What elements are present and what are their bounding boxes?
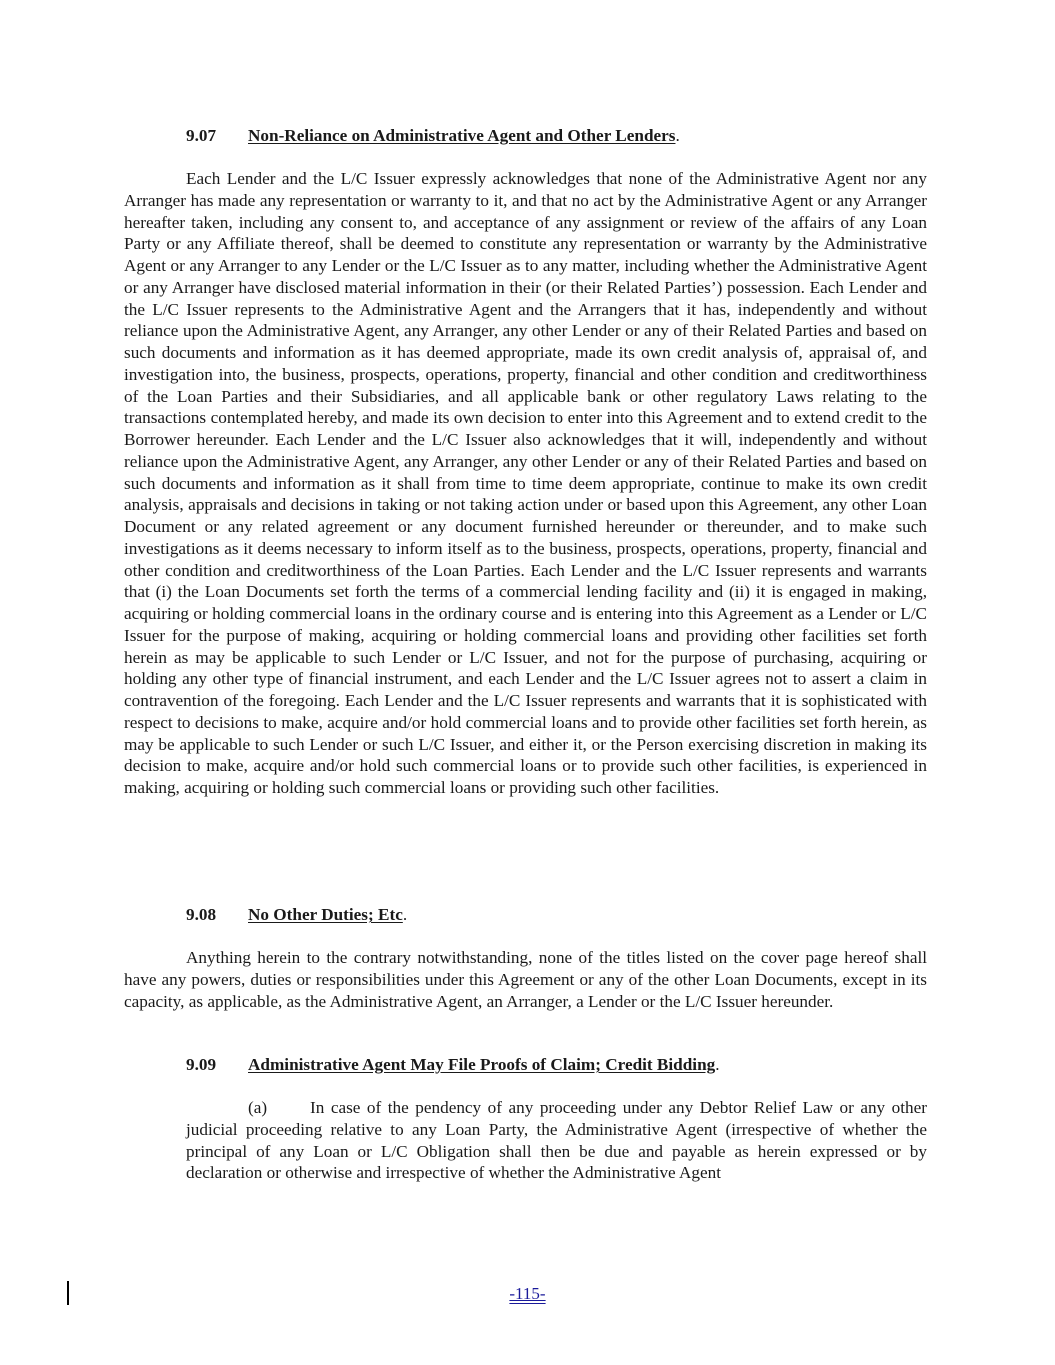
subsection-label: (a) [248, 1098, 268, 1117]
section-heading-9-09 [186, 1055, 720, 1075]
subsection-text: In case of the pendency of any proceeding under any Debtor Relief Law or any other judicial proceeding relative to any Loan Party, the Administrative Agent (irrespective of whether the principal of any Loan or L/C Obligation shall then be due and payable as herein expressed or by declaration or otherwise and irrespective of whether the Administrative Agent [186, 1098, 927, 1183]
section-title-period: . [402, 905, 408, 924]
section-number: 9.08 [186, 905, 217, 924]
section-title: No Other Duties; Etc [248, 905, 403, 924]
section-heading-9-08 [186, 905, 407, 925]
section-title-period: . [675, 126, 680, 145]
section-title: Administrative Agent May File Proofs of Claim; Credit Bidding [248, 1055, 716, 1074]
section-paragraph-9-08: Anything herein to the contrary notwithstanding, none of the titles listed on the cover page hereof shall have any powers, duties or responsibilities under this Agreement or any of the other Loan Documents, except in its capacity, as applicable, as the Administrative Agent, an Arranger, a Lender or the L/C Issuer hereunder. [124, 948, 927, 1011]
section-title: Non-Reliance on Administrative Agent and Other Lenders [248, 126, 676, 145]
page-number: -115- [509, 1284, 546, 1303]
section-number: 9.09 [186, 1055, 217, 1074]
section-paragraph-9-07: Each Lender and the L/C Issuer expressly acknowledges that none of the Administrative Agent nor any Arranger has made any representation or warranty to it, and that no act by the Administrative Agent or any Arranger hereafter taken, including any consent to, and acceptance of any assignment or review of the affairs of any Loan Party or any Affiliate thereof, shall be deemed to constitute any representation or warranty by the Administrative Agent or any Arranger to any Lender or the L/C Issuer as to any matter, including whether the Administrative Agent or any Arranger have disclosed material information in their (or their Related Parties’) possession. Each Lender and the L/C Issuer represents to the Administrative Agent and the Arrangers that it has, independently and without reliance upon the Administrative Agent, any Arranger, any other Lender or any of their Related Parties and based on such documents and information as it has deemed appropriate, made its own credit analysis of, appraisal of, and investigation into, the business, prospects, operations, property, financial and other condition and creditworthiness of the Loan Parties and their Subsidiaries, and all applicable bank or other regulatory Laws relating to the transactions contemplated hereby, and made its own decision to enter into this Agreement and to extend credit to the Borrower hereunder. Each Lender and the L/C Issuer also acknowledges that it will, independently and without reliance upon the Administrative Agent, any Arranger, any other Lender or any of their Related Parties and based on such documents and information as it shall from time to time deem appropriate, continue to make its own credit analysis, appraisals and decisions in taking or not taking action under or based upon this Agreement, any other Loan Document or any related agreement or any document furnished hereunder or thereunder, and to make such investigations as it deems necessary to inform itself as to the business, prospects, operations, property, financial and other condition and creditworthiness of the Loan Parties. Each Lender and the L/C Issuer represents and warrants that (i) the Loan Documents set forth the terms of a commercial lending facility and (ii) it is engaged in making, acquiring or holding commercial loans in the ordinary course and is entering into this Agreement as a Lender or L/C Issuer for the purpose of making, acquiring or holding commercial loans and providing other facilities set forth herein as may be applicable to such Lender or L/C Issuer, and not for the purpose of purchasing, acquiring or holding any other type of financial instrument, and each Lender and the L/C Issuer agrees not to assert a claim in contravention of the foregoing. Each Lender and the L/C Issuer represents and warrants that it is sophisticated with respect to decisions to make, acquire and/or hold commercial loans and to provide other facilities set forth herein, as may be applicable to such Lender or such L/C Issuer, and either it, or the Person exercising discretion in making its decision to make, acquire and/or hold such commercial loans or to provide such other facilities, is experienced in making, acquiring or holding such commercial loans or providing such other facilities. [124, 169, 927, 797]
section-heading-9-07 [186, 126, 680, 146]
subsection-paragraph-9-09-a [186, 1097, 927, 1184]
page-footer [0, 1284, 1055, 1304]
section-title-period: . [715, 1055, 720, 1074]
section-number: 9.07 [186, 126, 217, 145]
